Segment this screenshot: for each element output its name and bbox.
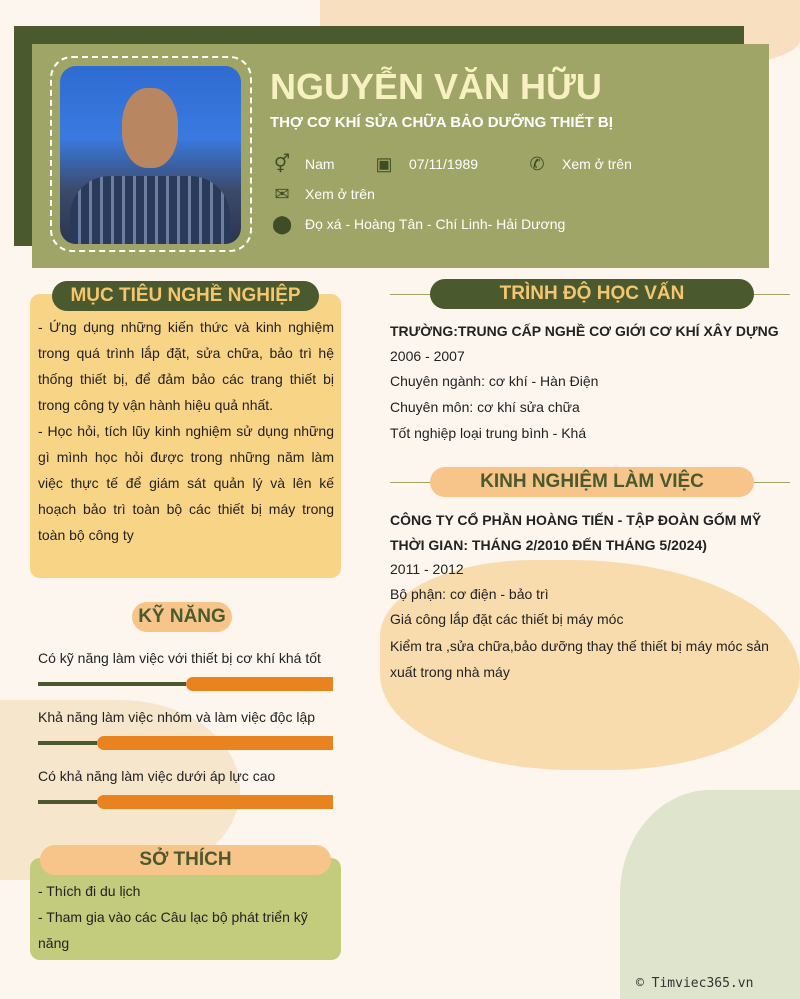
calendar-icon: ▣ [375,154,393,174]
education-period: 2006 - 2007 [390,348,465,364]
objective-heading: MỤC TIÊU NGHỀ NGHIỆP [52,281,319,311]
education-heading: TRÌNH ĐỘ HỌC VẤN [430,279,754,309]
candidate-name: NGUYỄN VĂN HỮU [270,66,602,107]
skill-bar [38,795,333,809]
decor-blob [620,790,800,999]
objective-para: - Ứng dụng những kiến thức và kinh nghiệm trong quá trình lắp đặt, sửa chữa, bảo trì hệ thống thiết bị, để đảm bảo các trang thiết bị trong công ty vận hành hiệu quả nhất. [38,319,334,413]
skill-bar [38,677,333,691]
hobby-item: - Tham gia vào các Câu lạc bộ phát triển kỹ năng [38,909,308,951]
education-line: Tốt nghiệp loại trung bình - Khá [390,425,587,441]
education-line: Chuyên ngành: cơ khí - Hàn Điện [390,373,599,389]
experience-heading: KINH NGHIỆM LÀM VIỆC [430,467,754,497]
hobby-item: - Thích đi du lịch [38,883,141,899]
experience-line: Giá công lắp đặt các thiết bị máy móc [390,611,624,627]
education-line: Chuyên môn: cơ khí sửa chữa [390,399,580,415]
hobbies-heading: SỞ THÍCH [40,845,331,875]
experience-line: Bộ phận: cơ điện - bảo trì [390,586,549,602]
email: Xem ở trên [305,186,375,202]
experience-period: 2011 - 2012 [390,561,464,577]
location-icon: ⬤ [272,214,293,234]
company-name: CÔNG TY CỔ PHẦN HOÀNG TIẾN - TẬP ĐOÀN GỐM MỸ [390,512,762,528]
email-icon: ✉ [274,184,290,204]
address: Đọ xá - Hoàng Tân - Chí Linh- Hải Dương [305,216,566,232]
experience-line: Kiểm tra ,sửa chữa,bảo dưỡng thay thế thiết bị máy móc sản xuất trong nhà máy [390,638,769,680]
watermark: © Timviec365.vn [636,976,754,991]
profile-photo [60,66,241,244]
gender: Nam [305,156,335,172]
gender-icon: ⚥ [273,154,291,174]
skill-label: Có kỹ năng làm việc với thiết bị cơ khí khá tốt [38,650,321,666]
objective-para: - Học hỏi, tích lũy kinh nghiệm sử dụng những gì mình học hỏi được trong những năm làm việc thực tế để giám sát quản lý và lên kế hoạch bảo trì toàn bộ các thiết bị máy trong toàn bộ công ty [38,423,334,543]
skill-label: Khả năng làm việc nhóm và làm việc độc lập [38,709,316,725]
skill-bar [38,736,333,750]
skill-label: Có khả năng làm việc dưới áp lực cao [38,768,276,784]
phone-icon: ✆ [529,154,545,174]
school-name: TRƯỜNG:TRUNG CẤP NGHỀ CƠ GIỚI CƠ KHÍ XÂY DỰNG [390,323,779,339]
experience-time: THỜI GIAN: THÁNG 2/2010 ĐẾN THÁNG 5/2024) [390,537,707,553]
job-title: THỢ CƠ KHÍ SỬA CHỮA BẢO DƯỠNG THIẾT BỊ [270,114,613,131]
skills-heading: KỸ NĂNG [132,602,232,632]
phone: Xem ở trên [562,156,632,172]
birthday: 07/11/1989 [409,156,479,172]
